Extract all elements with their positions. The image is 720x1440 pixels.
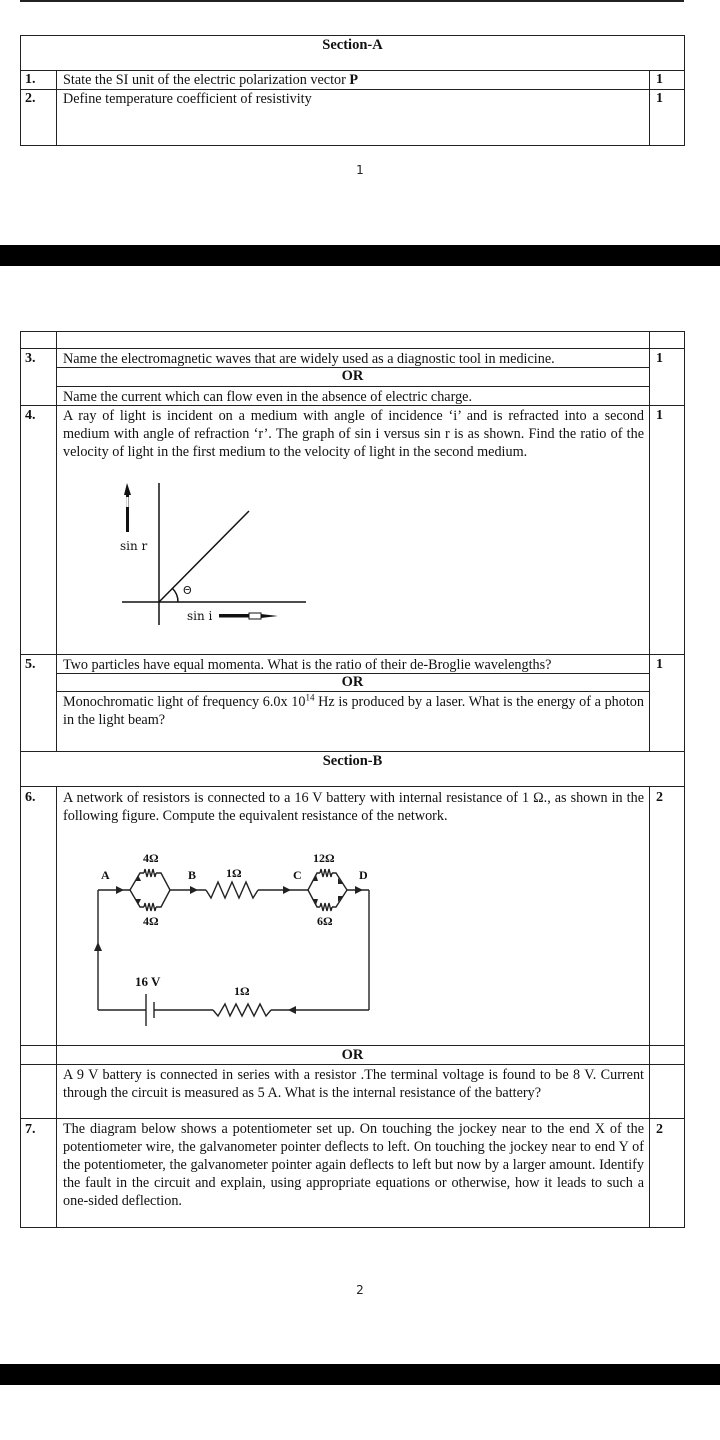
page-separator [0, 1364, 720, 1385]
question-number: 3. [25, 351, 36, 366]
x-axis-label: sin i [187, 609, 213, 623]
or-label: OR [341, 1047, 364, 1063]
question-marks: 1 [656, 91, 663, 106]
question-marks: 1 [656, 657, 663, 672]
section-a-title: Section-A [322, 37, 383, 53]
page-number: 1 [356, 163, 364, 177]
node-a-label: A [101, 868, 110, 882]
node-d-label: D [359, 868, 368, 882]
question-number: 4. [25, 408, 36, 423]
internal-resistor-label: 1Ω [234, 984, 250, 998]
question-text: A ray of light is incident on a medium with angle of incidence ‘i’ and is refracted into a second medium with angle of refraction ‘r’. The graph of sin i versus sin r is as shown. Find the ratio of the velocity of light in the first medium to the velocity of light in the second medium. [63, 408, 644, 460]
resistor-ab-top-label: 4Ω [143, 851, 159, 865]
resistor-bc-label: 1Ω [226, 866, 242, 880]
divider [649, 70, 650, 146]
question-number: 6. [25, 790, 36, 805]
divider [56, 386, 649, 387]
divider [56, 786, 57, 1228]
angle-label: Θ [183, 584, 192, 597]
page-separator [0, 245, 720, 266]
page-number: 2 [356, 1283, 364, 1297]
question-text: Define temperature coefficient of resistivity [63, 91, 312, 107]
resistor-ab-bottom-label: 4Ω [143, 914, 159, 928]
divider [649, 331, 650, 751]
divider [20, 1045, 685, 1046]
resistor-cd-top-label: 12Ω [313, 851, 335, 865]
question-marks: 1 [656, 408, 663, 423]
node-c-label: C [293, 868, 302, 882]
question-number: 5. [25, 657, 36, 672]
question-text: A network of resistors is connected to a 16 V battery with internal resistance of 1 Ω., as shown in the following figure. Compute the equivalent resistance of the network. [63, 790, 644, 824]
alternate-question-text: Monochromatic light of frequency 6.0x $10^{14}$ Hz is produced by a laser. What is the energy of a photon in the light beam? [63, 692, 644, 728]
or-label: OR [341, 368, 364, 384]
arrow-right-icon [219, 613, 278, 619]
top-rule [20, 0, 684, 2]
question-number: 7. [25, 1122, 36, 1137]
resistor-cd-bottom-label: 6Ω [317, 914, 333, 928]
or-label: OR [341, 674, 364, 690]
alternate-question-text: A 9 V battery is connected in series with a resistor .The terminal voltage is found to be 8 V. Current through the circuit is measured as 5 A. What is the internal resistance of the battery? [63, 1067, 644, 1101]
question-marks: 2 [656, 1122, 663, 1137]
divider [56, 70, 57, 146]
section-b-title: Section-B [322, 753, 383, 769]
divider [20, 654, 685, 655]
question-text: Two particles have equal momenta. What is the ratio of their de-Broglie wavelengths? [63, 657, 552, 673]
question-text: Name the electromagnetic waves that are widely used as a diagnostic tool in medicine. [63, 351, 555, 367]
node-b-label: B [188, 868, 197, 882]
question-marks: 2 [656, 790, 663, 805]
question-number: 1. [25, 72, 36, 87]
battery-label: 16 V [135, 974, 161, 989]
divider [20, 786, 685, 787]
question-text: State the SI unit of the electric polarization vector P [63, 72, 359, 88]
question-marks: 1 [656, 72, 663, 87]
divider [20, 348, 685, 349]
divider [649, 786, 650, 1228]
divider [20, 751, 685, 752]
question-marks: 1 [656, 351, 663, 366]
question-number: 2. [25, 91, 36, 106]
divider [56, 691, 649, 692]
arrow-up-icon [124, 483, 131, 532]
alternate-question-text: Name the current which can flow even in the absence of electric charge. [63, 389, 473, 405]
y-axis-label: sin r [120, 539, 148, 553]
divider [20, 1118, 685, 1119]
question-text: The diagram below shows a potentiometer set up. On touching the jockey near to the end X of the potentiometer wire, the galvanometer pointer deflects to left. On touching the jockey near to end Y of the potentiometer, the galvanometer pointer again deflects to left but now by a larger amount. Identify the fault in the circuit and explain, using appropriate equations or otherwise, how it leads to such a one-sided deflection. [63, 1121, 644, 1209]
divider [20, 1064, 685, 1065]
